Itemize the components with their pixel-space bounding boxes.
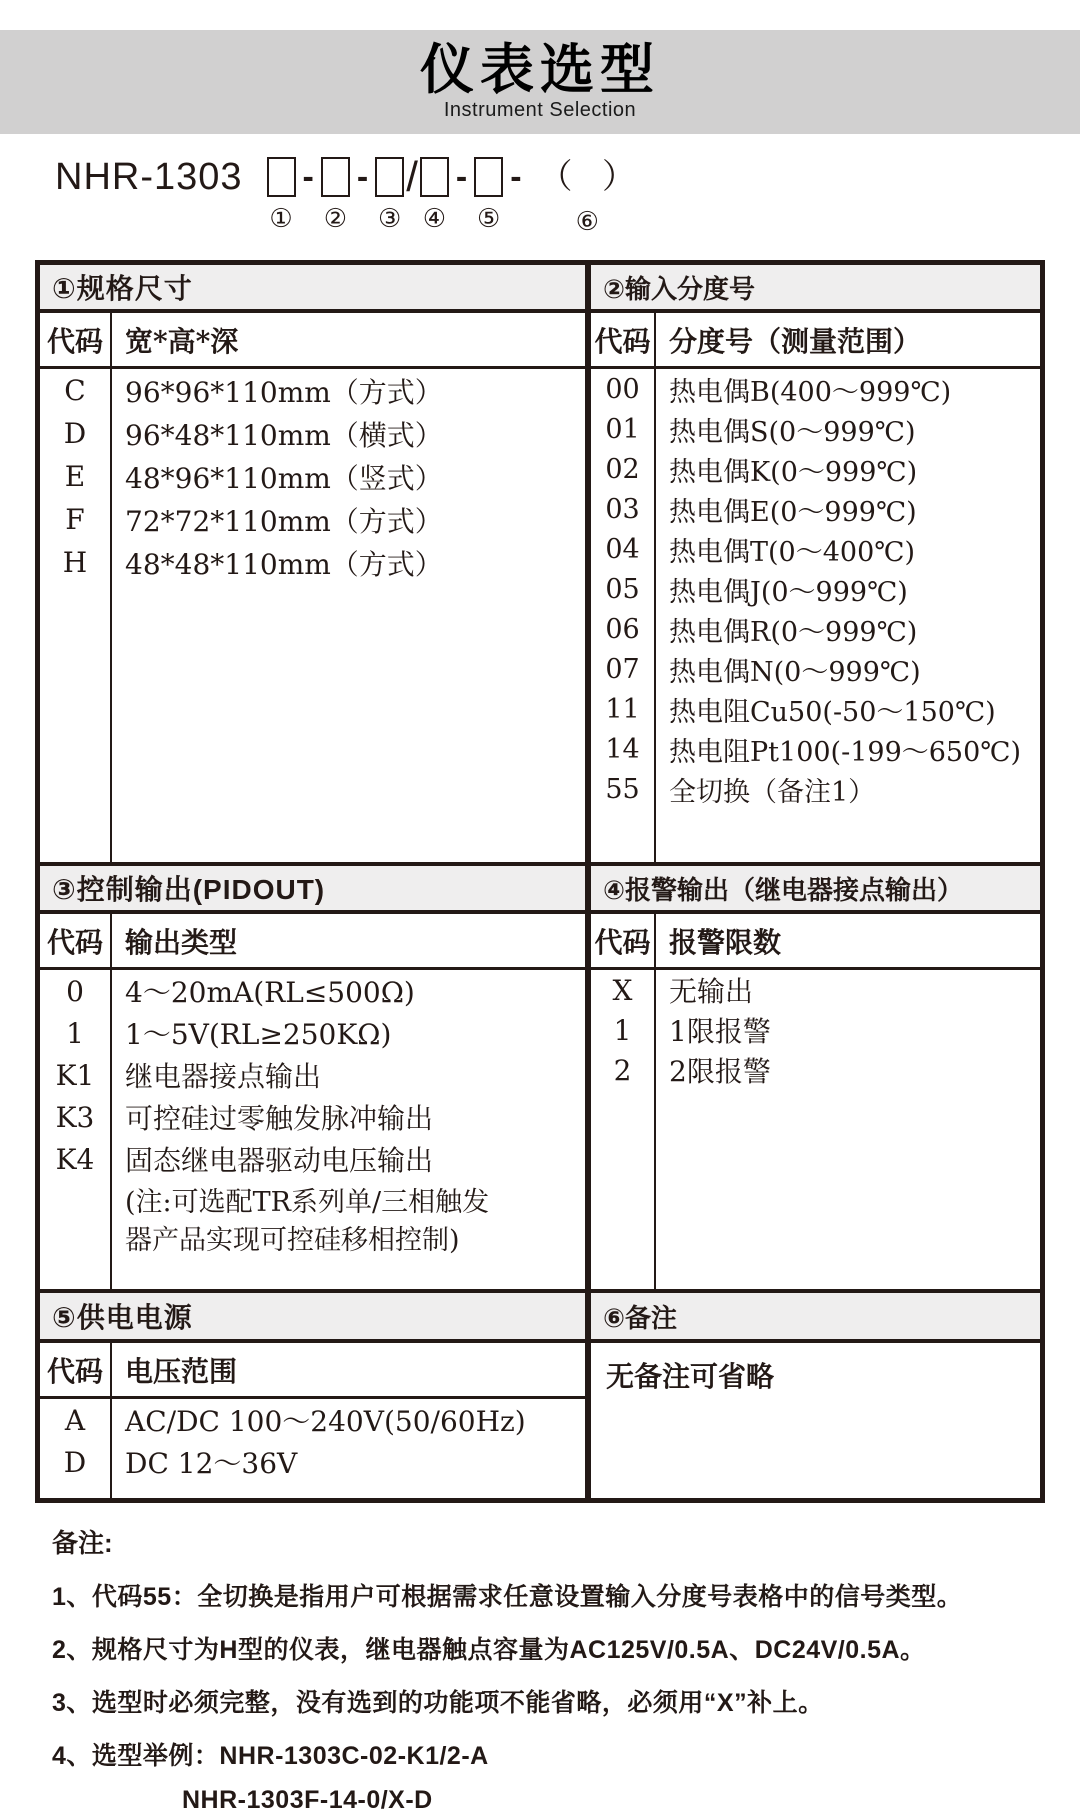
note-line: 器产品实现可控硅移相控制)	[125, 1224, 460, 1256]
desc-cell: 固态继电器驱动电压输出	[125, 1144, 434, 1177]
model-position-number: ④	[422, 203, 447, 233]
footnotes	[52, 1523, 1080, 1815]
col-header-code: 代码	[46, 925, 103, 959]
table-row	[591, 449, 1040, 489]
desc-cell: 72*72*110mm（方式）	[125, 504, 443, 538]
table-row	[40, 1441, 585, 1483]
desc-cell: 1限报警	[669, 1015, 771, 1048]
desc-cell: 热电偶T(0～400℃)	[669, 536, 915, 568]
slash-separator: /	[406, 153, 418, 200]
desc-cell: 热电偶N(0～999℃)	[669, 656, 921, 688]
table-row	[40, 498, 585, 541]
code-cell: K1	[55, 1058, 95, 1092]
code-cell: 1	[66, 1016, 84, 1050]
table-row	[591, 649, 1040, 689]
footnote-item: 4、选型举例：NHR-1303C-02-K1/2-A	[52, 1742, 489, 1770]
model-separator	[350, 154, 375, 208]
section-header-spec-size: ①规格尺寸	[40, 265, 585, 313]
col-header-code: 代码	[594, 925, 651, 959]
column-divider	[654, 914, 656, 1289]
desc-cell: 热电偶R(0～999℃)	[669, 616, 918, 648]
code-cell: 02	[605, 453, 640, 485]
model-slot-1	[267, 154, 296, 231]
col-header-desc: 分度号（测量范围）	[669, 324, 922, 358]
section-header-power-supply: ⑤供电电源	[40, 1289, 585, 1343]
column-divider	[110, 313, 112, 862]
table-row	[40, 369, 585, 412]
dash-separator: -	[302, 158, 314, 196]
desc-cell: 继电器接点输出	[125, 1060, 322, 1093]
section-header-remark: ⑥备注	[591, 1289, 1040, 1343]
table-header-row	[40, 1343, 585, 1399]
table-row	[40, 412, 585, 455]
code-cell: 11	[605, 693, 640, 725]
table-row	[40, 970, 585, 1012]
model-separator	[296, 154, 321, 208]
input-graduation-table	[591, 313, 1040, 862]
table-row	[591, 1050, 1040, 1090]
model-slot-box	[375, 157, 404, 197]
model-separator	[404, 154, 420, 208]
desc-cell: 全切换（备注1）	[669, 776, 876, 808]
col-header-desc: 输出类型	[125, 925, 238, 959]
table-row	[40, 1096, 585, 1138]
desc-cell: DC 12～36V	[125, 1447, 298, 1480]
code-cell: 00	[605, 373, 640, 405]
table-row	[40, 541, 585, 584]
col-header-code: 代码	[46, 324, 103, 358]
code-cell: 06	[605, 613, 640, 645]
table-row	[40, 1012, 585, 1054]
table-row	[591, 689, 1040, 729]
desc-cell: 4～20mA(RL≤500Ω)	[125, 976, 415, 1009]
table-right-column	[591, 265, 1040, 1498]
footnote-example-2: NHR-1303F-14-0/X-D	[182, 1786, 433, 1814]
model-position-number: ⑥	[575, 206, 599, 236]
footnote-item: 2、规格尺寸为H型的仪表，继电器触点容量为AC125V/0.5A、DC24V/0.5A。	[52, 1636, 926, 1664]
code-cell: K3	[55, 1100, 95, 1134]
table-row	[591, 729, 1040, 769]
col-header-desc: 报警限数	[669, 925, 782, 959]
table-row	[40, 1399, 585, 1441]
code-cell: K4	[55, 1142, 95, 1176]
model-position-number: ①	[269, 203, 293, 233]
parentheses-placeholder: （ ）	[538, 158, 646, 196]
code-cell: 55	[605, 773, 640, 805]
table-row	[591, 409, 1040, 449]
model-position-number: ⑤	[477, 203, 501, 233]
model-slot-box	[321, 157, 350, 197]
footnote-item: 1、代码55：全切换是指用户可根据需求任意设置输入分度号表格中的信号类型。	[52, 1583, 963, 1611]
desc-cell: 热电偶S(0～999℃)	[669, 416, 916, 448]
desc-cell: AC/DC 100～240V(50/60Hz)	[125, 1405, 526, 1438]
alarm-output-table	[591, 914, 1040, 1289]
control-output-table	[40, 914, 585, 1289]
dash-separator: -	[356, 158, 369, 196]
model-slot-3	[375, 154, 404, 231]
table-row	[591, 970, 1040, 1010]
code-cell: H	[62, 546, 88, 579]
table-header-row	[591, 914, 1040, 970]
page-header	[0, 30, 1080, 134]
code-cell: 04	[605, 533, 640, 565]
dash-separator: -	[510, 158, 522, 196]
table-row	[40, 1054, 585, 1096]
col-header-code: 代码	[46, 1354, 103, 1388]
code-cell: F	[65, 503, 85, 536]
table-row	[591, 369, 1040, 409]
section-header-alarm-output: ④报警输出（继电器接点输出）	[591, 862, 1040, 914]
desc-cell: 热电偶J(0～999℃)	[669, 576, 908, 608]
code-cell: 2	[613, 1053, 632, 1087]
model-slot-4	[420, 154, 449, 231]
table-row	[591, 529, 1040, 569]
table-row	[591, 569, 1040, 609]
model-slot-2	[321, 154, 350, 231]
remark-text: 无备注可省略	[606, 1360, 775, 1393]
desc-cell: 热电阻Pt100(-199～650℃)	[669, 736, 1022, 768]
table-header-row	[40, 313, 585, 369]
code-cell: 0	[66, 974, 84, 1008]
power-supply-table	[40, 1343, 585, 1498]
code-cell: 01	[605, 413, 640, 445]
table-row	[591, 489, 1040, 529]
column-divider	[110, 1343, 112, 1498]
table-row	[591, 1010, 1040, 1050]
page-title: 仪表选型	[420, 39, 660, 100]
column-divider	[654, 313, 656, 862]
desc-cell: 48*48*110mm（方式）	[125, 547, 443, 581]
desc-cell: 2限报警	[669, 1055, 771, 1088]
remark-cell	[591, 1343, 1040, 1498]
col-header-desc: 电压范围	[125, 1354, 238, 1388]
instrument-selection-page	[0, 30, 1080, 1814]
column-divider	[110, 914, 112, 1289]
model-slot-box	[267, 157, 296, 197]
model-separator	[503, 154, 528, 208]
section-header-input-graduation: ②输入分度号	[591, 265, 1040, 313]
model-slot-box	[420, 157, 449, 197]
desc-cell: 48*96*110mm（竖式）	[125, 461, 443, 495]
desc-cell: 96*96*110mm（方式）	[125, 375, 443, 409]
code-cell: X	[612, 973, 633, 1007]
desc-cell: 热电偶K(0～999℃)	[669, 456, 918, 488]
note-line: (注:可选配TR系列单/三相触发	[125, 1186, 490, 1218]
desc-cell: 热电偶E(0～999℃)	[669, 496, 917, 528]
model-code-line	[55, 154, 1080, 234]
code-cell: A	[64, 1403, 86, 1437]
code-cell: D	[63, 417, 87, 450]
model-slot-remark	[529, 154, 646, 234]
dash-separator: -	[455, 158, 468, 196]
code-cell: 03	[605, 493, 640, 525]
section-header-control-output: ③控制输出(PIDOUT)	[40, 862, 585, 914]
table-row	[40, 455, 585, 498]
col-header-desc: 宽*高*深	[125, 324, 239, 358]
code-cell: E	[64, 460, 86, 493]
code-cell: 1	[613, 1013, 632, 1047]
footnote-item: 3、选型时必须完整，没有选到的功能项不能省略，必须用“X”补上。	[52, 1689, 824, 1717]
model-position-number: ②	[323, 203, 348, 233]
model-prefix: NHR-1303	[55, 156, 243, 198]
desc-cell: 热电偶B(400～999℃)	[669, 376, 952, 408]
code-cell: 14	[605, 733, 640, 765]
page-subtitle: Instrument Selection	[443, 98, 637, 121]
desc-cell: 96*48*110mm（横式）	[125, 418, 443, 452]
model-slot-5	[474, 154, 503, 231]
table-header-row	[591, 313, 1040, 369]
table-row	[591, 609, 1040, 649]
table-row	[40, 1138, 585, 1180]
table-row	[591, 769, 1040, 809]
spec-size-table	[40, 313, 585, 862]
table-note-row	[40, 1218, 585, 1256]
code-cell: 07	[605, 653, 640, 685]
model-slots	[267, 154, 646, 234]
selection-table	[35, 260, 1045, 1503]
model-separator	[449, 154, 474, 208]
table-note-row	[40, 1180, 585, 1218]
code-cell: C	[64, 374, 86, 407]
model-position-number: ③	[378, 203, 402, 233]
desc-cell: 可控硅过零触发脉冲输出	[125, 1102, 434, 1135]
table-left-column	[40, 265, 591, 1498]
model-slot-box	[474, 157, 503, 197]
desc-cell: 热电阻Cu50(-50～150℃)	[669, 696, 996, 728]
table-header-row	[40, 914, 585, 970]
footnotes-label: 备注:	[52, 1528, 113, 1558]
code-cell: 05	[605, 573, 640, 605]
col-header-code: 代码	[594, 324, 651, 358]
code-cell: D	[63, 1445, 87, 1479]
desc-cell: 无输出	[669, 975, 754, 1008]
desc-cell: 1～5V(RL≥250KΩ)	[125, 1018, 392, 1051]
